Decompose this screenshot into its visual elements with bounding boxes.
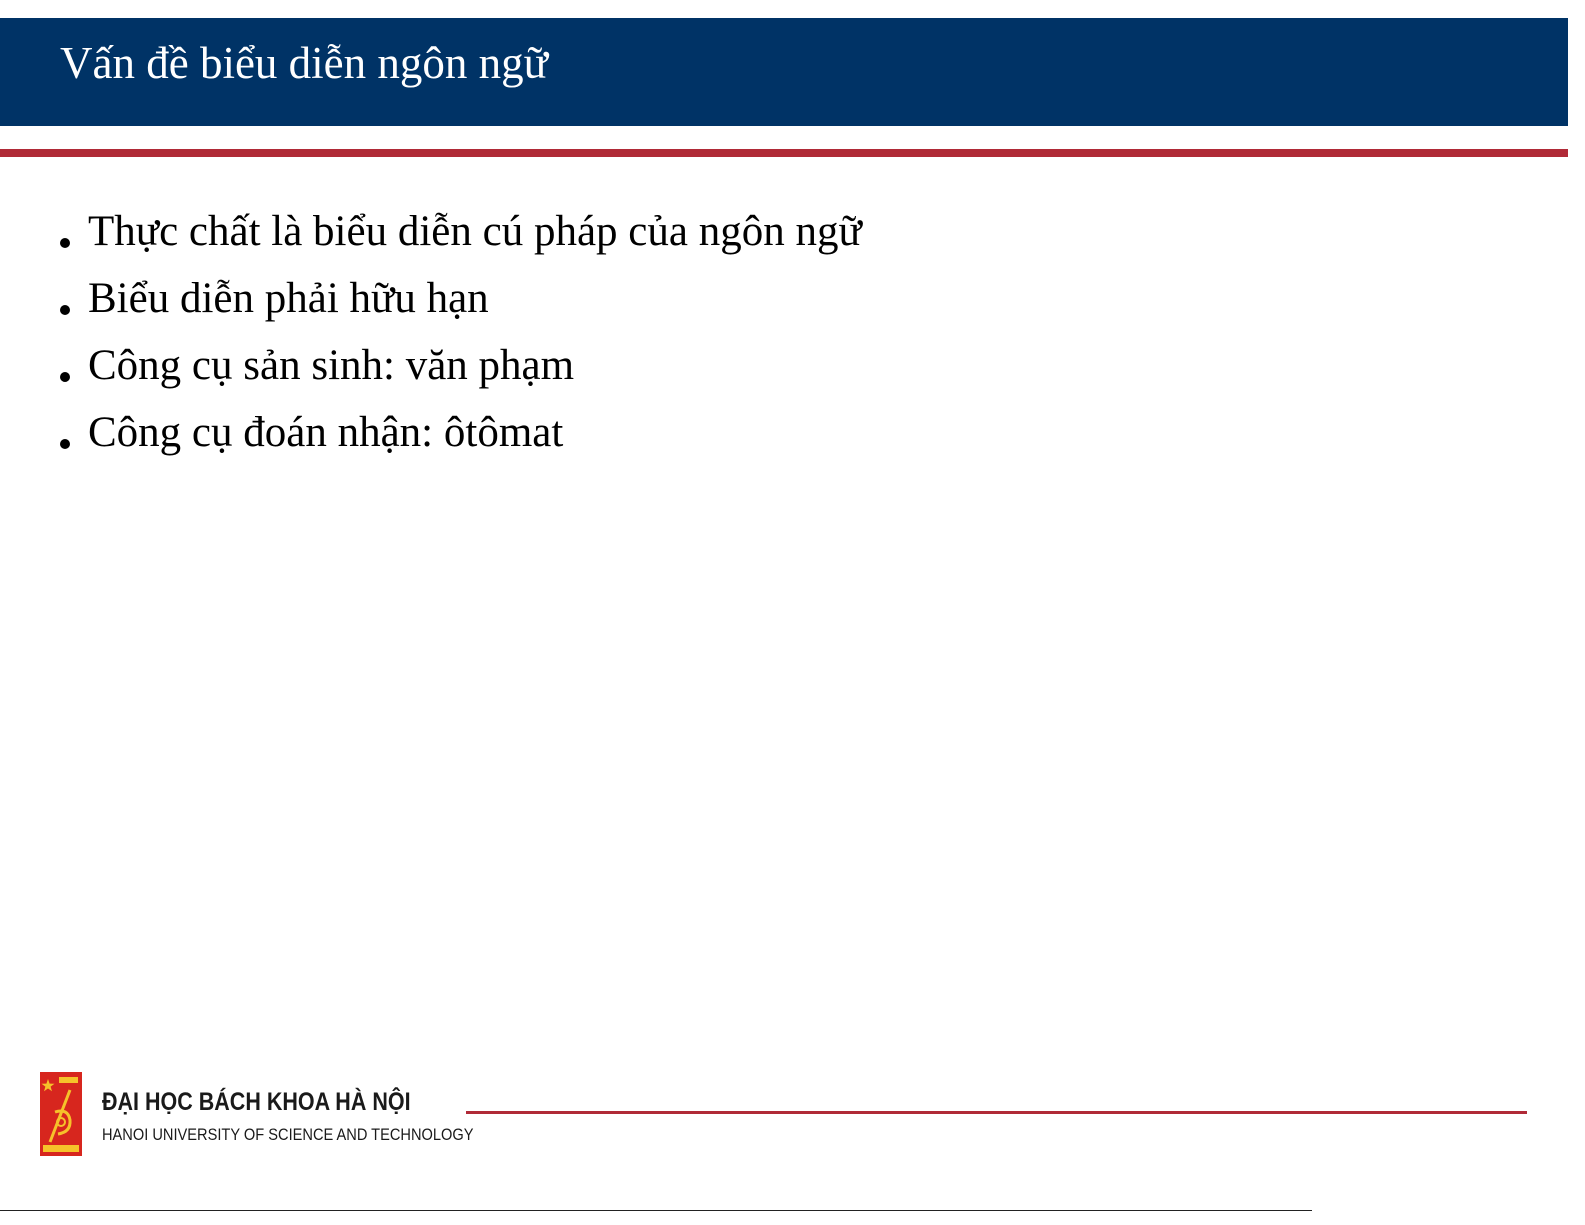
bullet-item <box>60 198 862 265</box>
bullet-icon <box>60 238 70 248</box>
bullet-item <box>60 332 862 399</box>
bullet-list <box>60 198 862 466</box>
title-divider <box>0 149 1568 157</box>
bullet-icon <box>60 372 70 382</box>
bullet-text: Thực chất là biểu diễn cú pháp của ngôn ngữ <box>88 208 862 255</box>
bottom-border <box>0 1210 1312 1211</box>
bullet-icon <box>60 305 70 315</box>
bullet-item <box>60 399 862 466</box>
hust-logo-icon <box>40 1072 82 1156</box>
bullet-text: Biểu diễn phải hữu hạn <box>88 275 489 322</box>
bullet-text: Công cụ sản sinh: văn phạm <box>88 342 575 389</box>
bullet-text: Công cụ đoán nhận: ôtômat <box>88 409 564 456</box>
slide-title: Vấn đề biểu diễn ngôn ngữ <box>60 38 549 88</box>
footer-divider <box>466 1111 1527 1114</box>
bullet-icon <box>60 439 70 449</box>
university-name-en: HANOI UNIVERSITY OF SCIENCE AND TECHNOLOGY <box>102 1125 474 1144</box>
bullet-item <box>60 265 862 332</box>
university-name: ĐẠI HỌC BÁCH KHOA HÀ NỘI <box>102 1088 411 1116</box>
